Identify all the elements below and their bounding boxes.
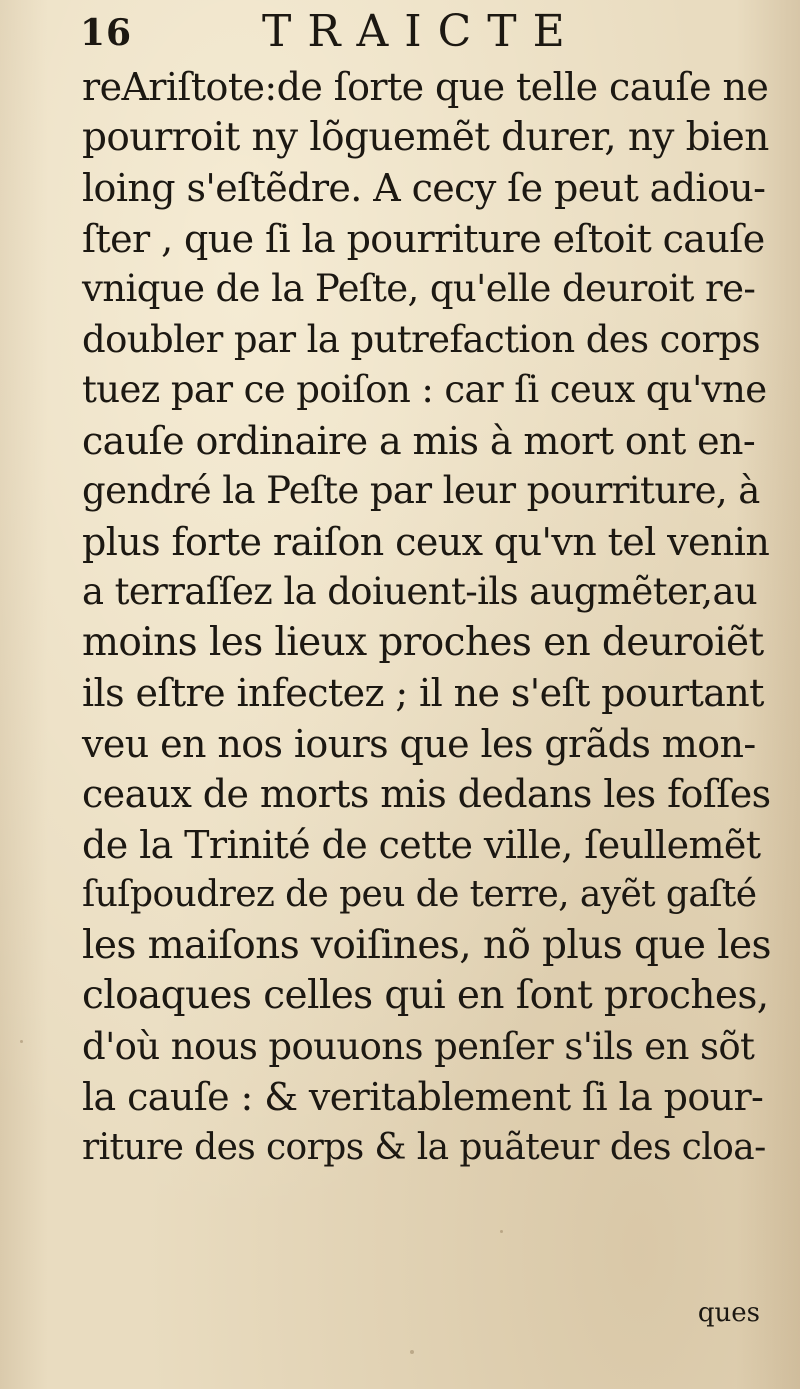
body-text (82, 62, 772, 1173)
running-title: TRAICTE (262, 6, 581, 57)
text-line: veu en nos iours que les grãds mon- (82, 721, 756, 766)
text-line: doubler par la putrefaction des corps (82, 317, 761, 361)
text-line: la cauſe : & veritablement ſi la pour- (82, 1075, 764, 1119)
text-line: de la Trinité de cette ville, ſeullemẽt (82, 822, 761, 867)
text-line: cauſe ordinaire a mis à mort ont en- (82, 418, 756, 463)
text-line: ils eſtre infectez ; il ne s'eſt pourtant (82, 671, 764, 715)
text-line: moins les lieux proches en deuroiẽt (82, 619, 764, 665)
page-number: 16 (80, 12, 133, 54)
text-line: plus forte raiſon ceux qu'vn tel venin (82, 519, 770, 564)
text-line: riture des corps & la puãteur des cloa- (82, 1126, 766, 1168)
text-line: a terraſſez la doiuent-ils augmẽter,au (82, 570, 758, 613)
text-line: pourroit ny lõguemẽt durer, ny bien (82, 114, 769, 160)
text-line: reAriſtote:de ſorte que telle cauſe ne (82, 65, 769, 109)
text-line: ceaux de morts mis dedans les foſſes (82, 772, 771, 816)
text-line: cloaques celles qui en ſont proches, (82, 973, 769, 1018)
text-line: vnique de la Peſte, qu'elle deuroit re- (82, 267, 756, 310)
text-line: loing s'eſtẽdre. A cecy ſe peut adiou- (82, 166, 766, 210)
running-head (72, 6, 772, 58)
text-line: d'où nous pouuons penſer s'ils en sõt (82, 1024, 755, 1068)
paper-speck (410, 1350, 414, 1354)
text-line: les maiſons voiſines, nõ plus que les (82, 922, 771, 968)
text-line: tuez par ce poiſon : car ſi ceux qu'vne (82, 368, 767, 411)
text-line: gendré la Peſte par leur pourriture, à (82, 469, 760, 512)
paper-speck (20, 1040, 23, 1043)
text-line: ſuſpoudrez de peu de terre, ayẽt gaſté (82, 874, 757, 915)
text-line: ſter , que ſi la pourriture eſtoit cauſe (82, 216, 765, 261)
paper-speck (500, 1230, 503, 1233)
catchword: ques (697, 1298, 760, 1328)
